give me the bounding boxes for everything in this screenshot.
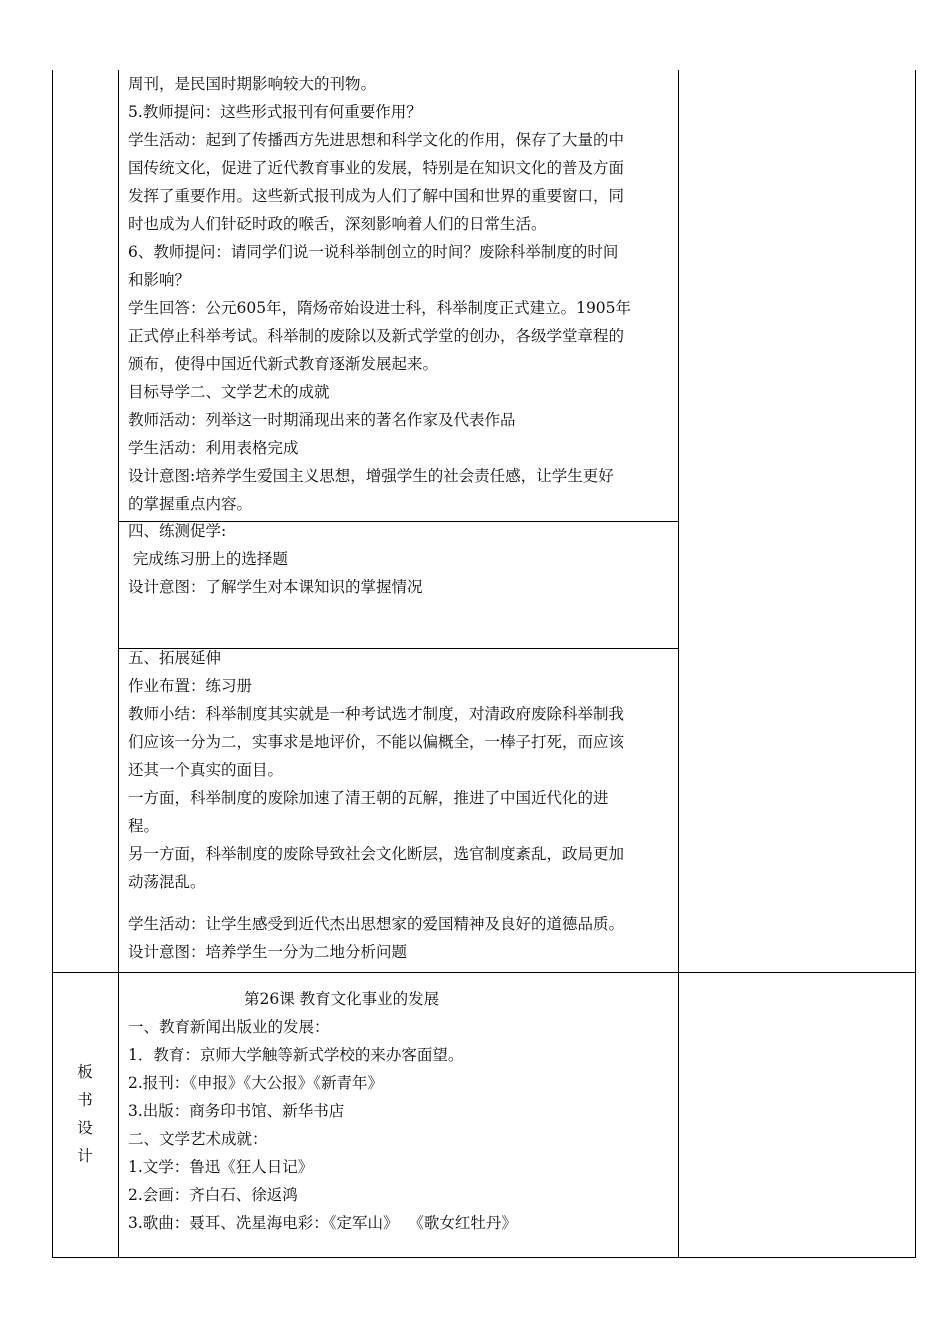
- text-line: 时也成为人们针砭时政的喉舌，深刻影响着人们的日常生活。: [128, 215, 547, 233]
- text-line: 和影响？: [128, 271, 191, 289]
- text-line: 设计意图：了解学生对本课知识的掌握情况: [128, 578, 423, 596]
- board-line: 一、教育新闻出版业的发展：: [128, 1018, 330, 1036]
- spacer: [128, 896, 672, 910]
- text-line: 国传统文化，促进了近代教育事业的发展，特别是在知识文化的普及方面: [128, 159, 625, 177]
- board-title: 第26课 教育文化事业的发展: [244, 990, 440, 1008]
- text-line: 学生活动：让学生感受到近代杰出思想家的爱国精神及良好的道德品质。: [128, 915, 625, 933]
- text-line: 颁布，使得中国近代新式教育逐渐发展起来。: [128, 355, 439, 373]
- label-char: 板: [77, 1063, 93, 1081]
- board-line: 二、文学艺术成就：: [128, 1130, 268, 1148]
- table-divider-notes: [678, 70, 679, 1258]
- text-line: 教师活动：列举这一时期涌现出来的著名作家及代表作品: [128, 411, 516, 429]
- text-line: 目标导学二、文学艺术的成就: [128, 383, 330, 401]
- text-line: 学生活动：起到了传播西方先进思想和科学文化的作用，保存了大量的中: [128, 131, 625, 149]
- text-line: 正式停止科举考试。科举制的废除以及新式学堂的创办，各级学堂章程的: [128, 327, 625, 345]
- board-design-label: [52, 1058, 118, 1170]
- text-line: 发挥了重要作用。这些新式报刊成为人们了解中国和世界的重要窗口，同: [128, 187, 625, 205]
- board-line: 2.会画：齐白石、徐返鸿: [128, 1186, 298, 1204]
- text-line: 5.教师提问：这些形式报刊有何重要作用？: [128, 103, 422, 121]
- text-line: 一方面，科举制度的废除加速了清王朝的瓦解，推进了中国近代化的进: [128, 789, 609, 807]
- text-line: 6、教师提问：请同学们说一说科举制创立的时间？废除科举制度的时间: [128, 243, 619, 261]
- text-line: 程。: [128, 817, 160, 835]
- board-line: 1．教育：京师大学触等新式学校的来办客面望。: [128, 1046, 464, 1064]
- text-line: 完成练习册上的选择题: [128, 550, 288, 568]
- label-char: 书: [77, 1091, 93, 1109]
- text-line: 的掌握重点内容。: [128, 495, 253, 513]
- text-line: 还其一个真实的面目。: [128, 761, 284, 779]
- text-line: 们应该一分为二，实事求是地评价，不能以偏概全，一棒子打死，而应该: [128, 733, 625, 751]
- text-line: 动荡混乱。: [128, 873, 206, 891]
- text-line: 设计意图:培养学生爱国主义思想，增强学生的社会责任感，让学生更好: [128, 467, 614, 485]
- text-line: 学生回答：公元605年，隋炀帝始设进士科，科举制度正式建立。1905年: [128, 299, 632, 317]
- label-char: 设: [77, 1119, 93, 1137]
- table-border-right: [915, 70, 916, 1258]
- text-line: 教师小结：科举制度其实就是一种考试选才制度，对清政府废除科举制我: [128, 705, 625, 723]
- table-border-bottom: [52, 1257, 916, 1258]
- teaching-process-cell: [128, 70, 672, 518]
- text-line: 学生活动：利用表格完成: [128, 439, 299, 457]
- text-line: 另一方面，科举制度的废除导致社会文化断层，选官制度紊乱，政局更加: [128, 845, 625, 863]
- extension-cell: [128, 644, 672, 966]
- board-line: 3.歌曲：聂耳、冼星海电彩：《定军山》 《歌女红牡丹》: [128, 1214, 517, 1232]
- label-char: 计: [77, 1147, 93, 1165]
- text-line: 作业布置：练习册: [128, 677, 253, 695]
- board-line: 2.报刊：《申报》《大公报》《新青年》: [128, 1074, 384, 1092]
- section-heading: 四、练测促学:: [128, 522, 227, 540]
- section-heading: 五、拓展延伸: [128, 649, 222, 667]
- row-divider-board: [52, 972, 916, 973]
- board-line: 1.文学：鲁迅《狂人日记》: [128, 1158, 314, 1176]
- practice-cell: [128, 517, 672, 601]
- text-line: 设计意图：培养学生一分为二地分析问题: [128, 943, 408, 961]
- board-design-cell: [128, 985, 672, 1237]
- table-divider-label: [118, 70, 119, 1258]
- board-line: 3.出版：商务印书馆、新华书店: [128, 1102, 345, 1120]
- text-line: 周刊，是民国时期影响较大的刊物。: [128, 75, 377, 93]
